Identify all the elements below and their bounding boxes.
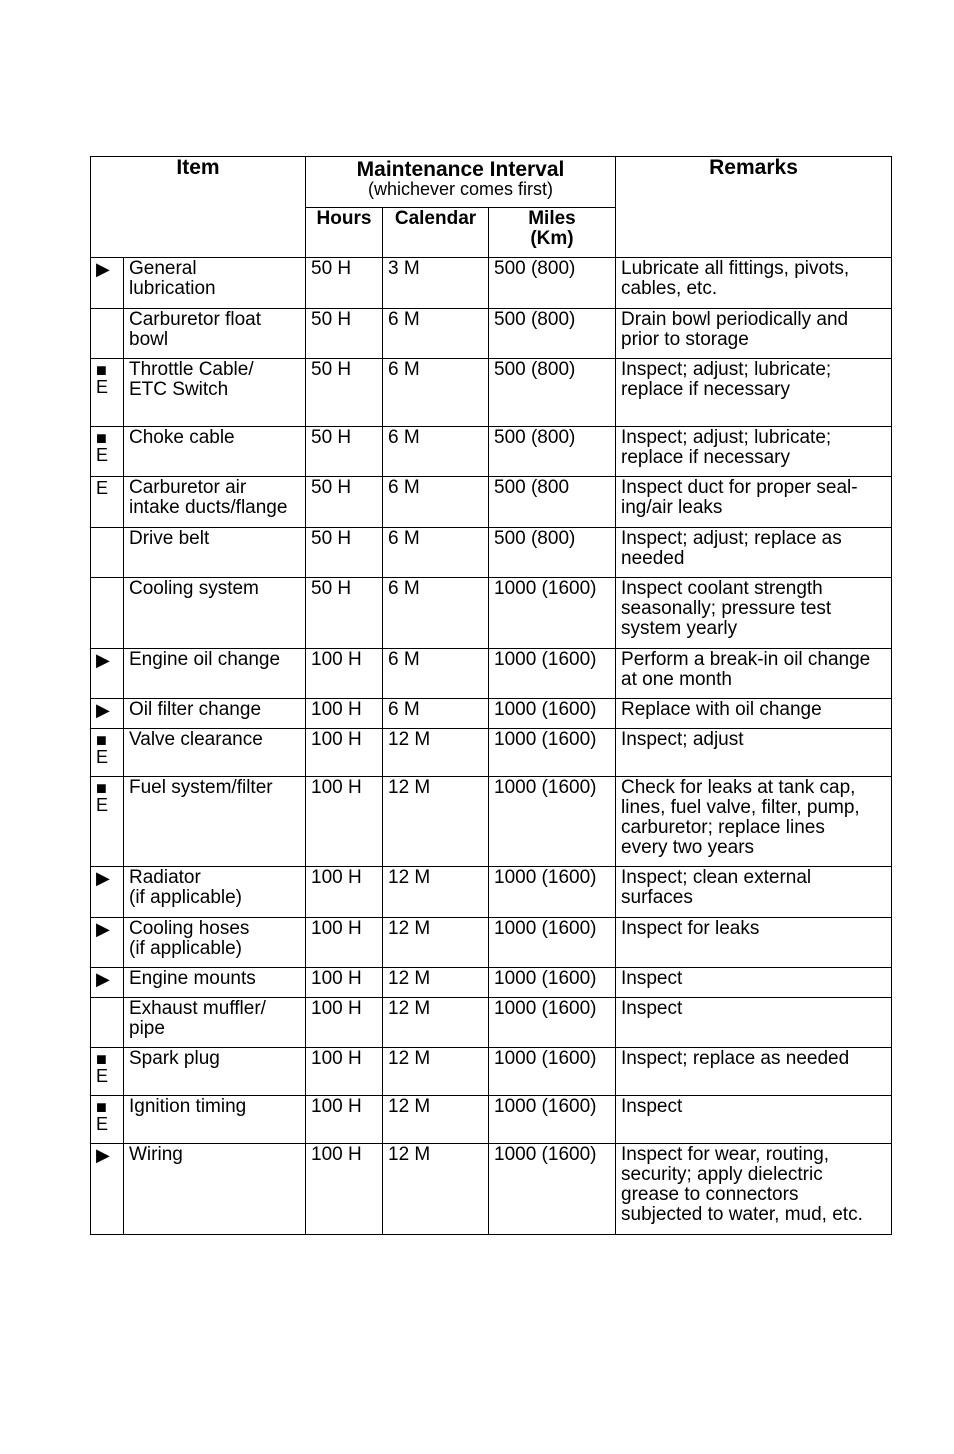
emission-mark: E xyxy=(96,1114,109,1134)
remarks-cell: Inspect; replace as needed xyxy=(616,1048,892,1096)
header-item: Item xyxy=(91,157,306,258)
miles-cell: 1000 (1600) xyxy=(489,918,616,968)
calendar-cell: 6 M xyxy=(383,699,489,729)
miles-cell: 1000 (1600) xyxy=(489,867,616,918)
item-cell: Choke cable xyxy=(124,427,306,477)
row-mark xyxy=(91,867,124,918)
row-mark xyxy=(91,998,124,1048)
remarks-cell: Inspect xyxy=(616,1096,892,1144)
hours-cell: 100 H xyxy=(306,968,383,998)
item-cell: Carburetor air intake ducts/flange xyxy=(124,477,306,528)
table-row xyxy=(91,477,892,528)
item-cell: General lubrication xyxy=(124,258,306,309)
remarks-cell: Inspect coolant strength seasonally; pressure test system yearly xyxy=(616,578,892,649)
table-row xyxy=(91,1048,892,1096)
table-header xyxy=(91,157,892,258)
item-cell: Throttle Cable/ ETC Switch xyxy=(124,359,306,427)
calendar-cell: 12 M xyxy=(383,729,489,777)
calendar-cell: 6 M xyxy=(383,427,489,477)
header-interval-subtitle: (whichever comes first) xyxy=(367,179,554,199)
item-cell: Spark plug xyxy=(124,1048,306,1096)
miles-cell: 1000 (1600) xyxy=(489,968,616,998)
table-row xyxy=(91,427,892,477)
item-cell: Valve clearance xyxy=(124,729,306,777)
row-mark xyxy=(91,699,124,729)
table-row xyxy=(91,998,892,1048)
table-row xyxy=(91,729,892,777)
miles-cell: 500 (800 xyxy=(489,477,616,528)
hours-cell: 100 H xyxy=(306,1144,383,1235)
hours-cell: 100 H xyxy=(306,998,383,1048)
row-mark xyxy=(91,477,124,528)
row-mark xyxy=(91,968,124,998)
miles-cell: 500 (800) xyxy=(489,427,616,477)
row-mark xyxy=(91,918,124,968)
calendar-cell: 12 M xyxy=(383,1096,489,1144)
calendar-cell: 12 M xyxy=(383,918,489,968)
triangle-icon: ▶ xyxy=(96,259,110,279)
remarks-cell: Lubricate all fittings, pivots, cables, etc. xyxy=(616,258,892,309)
hours-cell: 50 H xyxy=(306,528,383,578)
miles-cell: 1000 (1600) xyxy=(489,777,616,867)
table-row xyxy=(91,649,892,699)
row-mark xyxy=(91,359,124,427)
header-miles: Miles (Km) xyxy=(489,208,616,258)
square-icon: ■ xyxy=(96,360,107,380)
calendar-cell: 3 M xyxy=(383,258,489,309)
square-icon: ■ xyxy=(96,1097,107,1117)
triangle-icon: ▶ xyxy=(96,919,110,939)
row-mark xyxy=(91,729,124,777)
calendar-cell: 12 M xyxy=(383,777,489,867)
remarks-cell: Replace with oil change xyxy=(616,699,892,729)
row-mark xyxy=(91,1096,124,1144)
triangle-icon: ▶ xyxy=(96,700,110,720)
calendar-cell: 12 M xyxy=(383,1144,489,1235)
square-icon: ■ xyxy=(96,778,107,798)
item-cell: Carburetor float bowl xyxy=(124,309,306,359)
row-mark xyxy=(91,1048,124,1096)
triangle-icon: ▶ xyxy=(96,1145,110,1165)
calendar-cell: 6 M xyxy=(383,477,489,528)
row-mark xyxy=(91,649,124,699)
remarks-cell: Inspect; adjust; lubricate; replace if necessary xyxy=(616,359,892,427)
hours-cell: 100 H xyxy=(306,729,383,777)
miles-cell: 1000 (1600) xyxy=(489,1048,616,1096)
item-cell: Oil filter change xyxy=(124,699,306,729)
remarks-cell: Check for leaks at tank cap, lines, fuel valve, filter, pump, carburetor; replace lines every two years xyxy=(616,777,892,867)
miles-cell: 1000 (1600) xyxy=(489,578,616,649)
triangle-icon: ▶ xyxy=(96,868,110,888)
miles-cell: 1000 (1600) xyxy=(489,699,616,729)
table-row xyxy=(91,918,892,968)
calendar-cell: 12 M xyxy=(383,998,489,1048)
hours-cell: 50 H xyxy=(306,427,383,477)
item-cell: Engine mounts xyxy=(124,968,306,998)
row-mark xyxy=(91,309,124,359)
miles-cell: 500 (800) xyxy=(489,258,616,309)
hours-cell: 100 H xyxy=(306,918,383,968)
table-row xyxy=(91,309,892,359)
item-cell: Wiring xyxy=(124,1144,306,1235)
emission-mark: E xyxy=(96,445,109,465)
row-mark xyxy=(91,578,124,649)
miles-cell: 500 (800) xyxy=(489,359,616,427)
table-body xyxy=(91,258,892,1235)
hours-cell: 100 H xyxy=(306,699,383,729)
header-remarks: Remarks xyxy=(616,157,892,258)
remarks-cell: Inspect; adjust; replace as needed xyxy=(616,528,892,578)
hours-cell: 50 H xyxy=(306,258,383,309)
hours-cell: 100 H xyxy=(306,777,383,867)
miles-cell: 500 (800) xyxy=(489,309,616,359)
maintenance-table xyxy=(90,156,892,1235)
row-mark xyxy=(91,1144,124,1235)
square-icon: ■ xyxy=(96,428,107,448)
hours-cell: 100 H xyxy=(306,867,383,918)
calendar-cell: 6 M xyxy=(383,578,489,649)
calendar-cell: 12 M xyxy=(383,968,489,998)
emission-mark: E xyxy=(96,795,109,815)
hours-cell: 50 H xyxy=(306,359,383,427)
calendar-cell: 6 M xyxy=(383,309,489,359)
emission-mark: E xyxy=(96,747,109,767)
table-row xyxy=(91,968,892,998)
table-row xyxy=(91,699,892,729)
header-hours: Hours xyxy=(306,208,383,258)
miles-cell: 500 (800) xyxy=(489,528,616,578)
remarks-cell: Inspect; clean external surfaces xyxy=(616,867,892,918)
miles-cell: 1000 (1600) xyxy=(489,998,616,1048)
remarks-cell: Drain bowl periodically and prior to storage xyxy=(616,309,892,359)
table-row xyxy=(91,777,892,867)
triangle-icon: ▶ xyxy=(96,969,110,989)
remarks-cell: Inspect duct for proper seal- ing/air leaks xyxy=(616,477,892,528)
remarks-cell: Inspect for leaks xyxy=(616,918,892,968)
hours-cell: 100 H xyxy=(306,649,383,699)
row-mark xyxy=(91,427,124,477)
hours-cell: 50 H xyxy=(306,477,383,528)
table-row xyxy=(91,359,892,427)
remarks-cell: Inspect for wear, routing, security; apply dielectric grease to connectors subjected to water, mud, etc. xyxy=(616,1144,892,1235)
item-cell: Cooling system xyxy=(124,578,306,649)
hours-cell: 50 H xyxy=(306,309,383,359)
table-row xyxy=(91,1144,892,1235)
hours-cell: 100 H xyxy=(306,1048,383,1096)
calendar-cell: 12 M xyxy=(383,867,489,918)
row-mark xyxy=(91,258,124,309)
item-cell: Drive belt xyxy=(124,528,306,578)
row-mark xyxy=(91,777,124,867)
remarks-cell: Inspect; adjust xyxy=(616,729,892,777)
miles-cell: 1000 (1600) xyxy=(489,649,616,699)
remarks-cell: Inspect xyxy=(616,968,892,998)
triangle-icon: ▶ xyxy=(96,650,110,670)
header-maintenance-interval xyxy=(306,157,616,208)
table-row xyxy=(91,258,892,309)
square-icon: ■ xyxy=(96,1049,107,1069)
calendar-cell: 6 M xyxy=(383,528,489,578)
miles-cell: 1000 (1600) xyxy=(489,1144,616,1235)
item-cell: Radiator (if applicable) xyxy=(124,867,306,918)
remarks-cell: Perform a break-in oil change at one month xyxy=(616,649,892,699)
header-interval-title: Maintenance Interval xyxy=(356,158,565,181)
table-row xyxy=(91,578,892,649)
calendar-cell: 6 M xyxy=(383,649,489,699)
hours-cell: 50 H xyxy=(306,578,383,649)
item-cell: Ignition timing xyxy=(124,1096,306,1144)
miles-cell: 1000 (1600) xyxy=(489,729,616,777)
item-cell: Fuel system/filter xyxy=(124,777,306,867)
row-mark xyxy=(91,528,124,578)
square-icon: ■ xyxy=(96,730,107,750)
emission-mark: E xyxy=(96,1066,109,1086)
emission-mark: E xyxy=(96,377,109,397)
item-cell: Cooling hoses (if applicable) xyxy=(124,918,306,968)
miles-cell: 1000 (1600) xyxy=(489,1096,616,1144)
table-row xyxy=(91,867,892,918)
remarks-cell: Inspect xyxy=(616,998,892,1048)
calendar-cell: 12 M xyxy=(383,1048,489,1096)
item-cell: Exhaust muffler/ pipe xyxy=(124,998,306,1048)
item-cell: Engine oil change xyxy=(124,649,306,699)
remarks-cell: Inspect; adjust; lubricate; replace if necessary xyxy=(616,427,892,477)
table-row xyxy=(91,528,892,578)
calendar-cell: 6 M xyxy=(383,359,489,427)
emission-mark: E xyxy=(96,478,109,498)
table-row xyxy=(91,1096,892,1144)
hours-cell: 100 H xyxy=(306,1096,383,1144)
header-calendar: Calendar xyxy=(383,208,489,258)
